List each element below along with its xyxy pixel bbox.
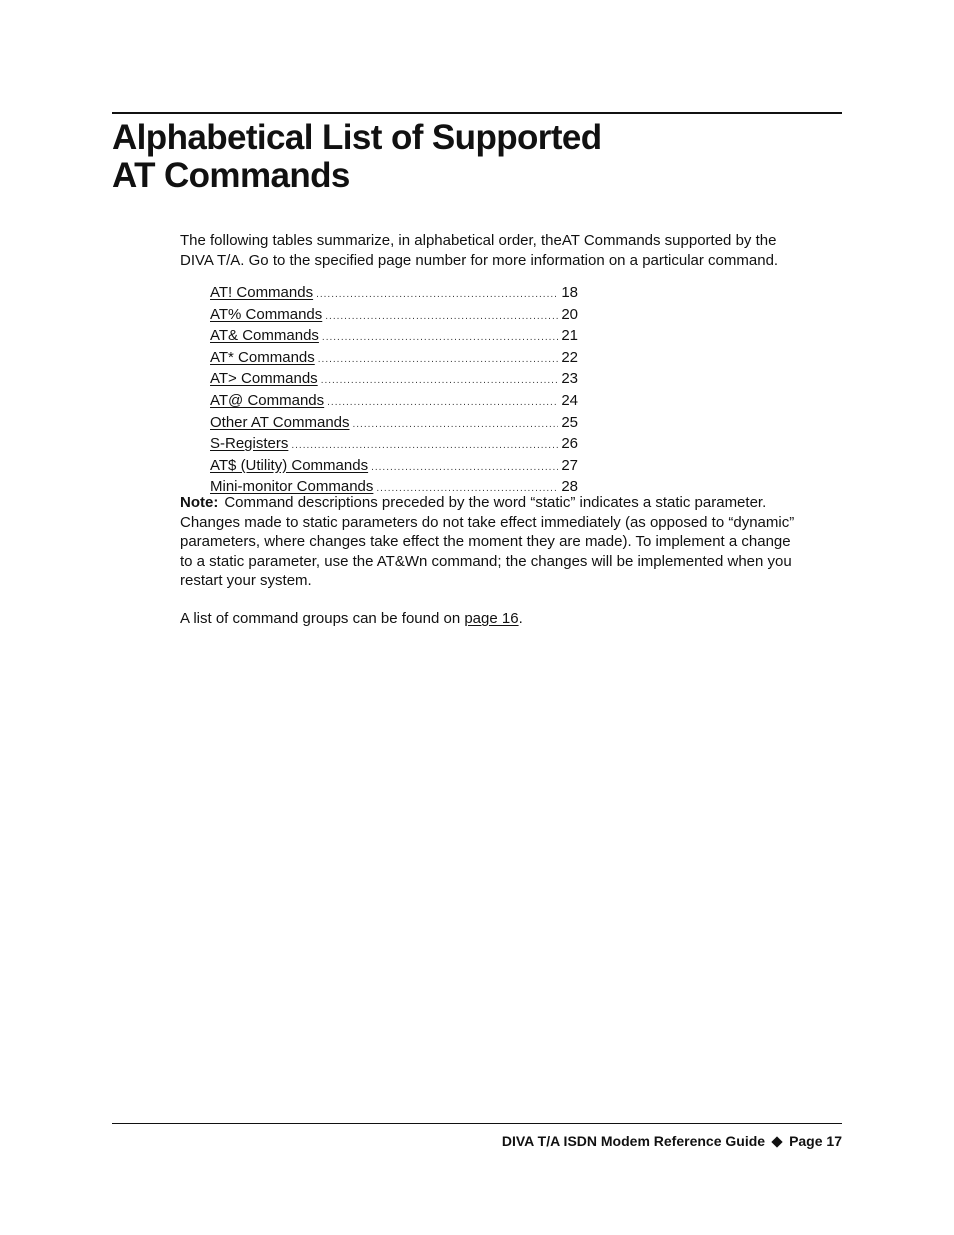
toc-page-number: 24: [561, 391, 578, 409]
toc-link[interactable]: AT& Commands: [210, 327, 319, 345]
page-title-line-2: AT Commands: [112, 156, 350, 195]
groups-end: .: [518, 610, 523, 627]
toc-page-number: 23: [561, 370, 578, 388]
page-title: [112, 119, 812, 195]
toc-page-number: 22: [561, 348, 578, 366]
toc-item-at-dollar[interactable]: [210, 456, 578, 478]
toc-item-at-at[interactable]: [210, 391, 578, 413]
toc-page-number: 25: [561, 413, 578, 431]
intro-paragraph: [180, 231, 842, 270]
toc-link[interactable]: Mini-monitor Commands: [210, 478, 374, 496]
footer-guide-title: DIVA T/A ISDN Modem Reference Guide: [501, 1133, 766, 1149]
toc-item-at-greater[interactable]: [210, 369, 578, 391]
note-line-1: [180, 493, 842, 513]
toc-leader: [316, 285, 558, 305]
toc-item-at-ampersand[interactable]: [210, 326, 578, 348]
note-line-3: parameters, where changes take effect the moment they are made). To implement a change: [180, 533, 791, 551]
toc-page-number: 28: [561, 478, 578, 496]
note-text-1: Command descriptions preceded by the word “static” indicates a static parameter.: [224, 494, 767, 511]
intro-line-1: The following tables summarize, in alphabetical order, theAT Commands supported by the: [180, 232, 777, 249]
intro-line-2: DIVA T/A. Go to the specified page number for more information on a particular command.: [180, 251, 779, 269]
footer-page-number: Page 17: [789, 1133, 842, 1149]
note-line-2: Changes made to static parameters do not take effect immediately (as opposed to “dynamic”: [180, 513, 795, 531]
toc-item-other-at[interactable]: [210, 413, 578, 435]
toc-item-at-percent[interactable]: [210, 305, 578, 327]
toc-leader: [322, 328, 558, 348]
page-footer: [502, 1132, 842, 1150]
page-title-line-1: Alphabetical List of Supported: [112, 118, 602, 157]
note-paragraph: [180, 493, 842, 591]
toc-leader: [325, 307, 558, 327]
toc-page-number: 20: [561, 305, 578, 323]
diamond-icon: [771, 1136, 782, 1147]
note-label: Note:: [180, 494, 219, 511]
toc-page-number: 27: [561, 456, 578, 474]
command-groups-paragraph: [180, 609, 842, 629]
toc-leader: [291, 436, 558, 456]
toc-link[interactable]: AT% Commands: [210, 305, 323, 323]
top-rule: [112, 112, 842, 114]
toc-leader: [353, 415, 559, 435]
toc-link[interactable]: AT> Commands: [210, 370, 318, 388]
toc-link[interactable]: AT$ (Utility) Commands: [210, 456, 369, 474]
toc-page-number: 21: [561, 327, 578, 345]
footer-rule: [112, 1123, 842, 1124]
toc-leader: [318, 350, 559, 370]
note-line-5: restart your system.: [180, 572, 312, 590]
toc-page-number: 26: [561, 435, 578, 453]
toc-item-at-bang[interactable]: [210, 283, 578, 305]
toc-item-at-star[interactable]: [210, 348, 578, 370]
toc-leader: [327, 393, 558, 413]
toc-item-s-registers[interactable]: [210, 434, 578, 456]
toc-link[interactable]: AT! Commands: [210, 284, 314, 301]
toc-link[interactable]: AT* Commands: [210, 348, 315, 366]
command-toc: [210, 283, 578, 499]
toc-leader: [371, 458, 558, 478]
toc-link[interactable]: Other AT Commands: [210, 413, 350, 431]
groups-text: A list of command groups can be found on: [180, 610, 465, 627]
toc-page-number: 18: [561, 284, 578, 301]
page-16-link[interactable]: page 16: [464, 610, 519, 627]
toc-leader: [321, 371, 559, 391]
toc-link[interactable]: AT@ Commands: [210, 391, 325, 409]
toc-link[interactable]: S-Registers: [210, 435, 289, 453]
note-line-4: to a static parameter, use the AT&Wn command; the changes will be implemented when you: [180, 552, 792, 570]
